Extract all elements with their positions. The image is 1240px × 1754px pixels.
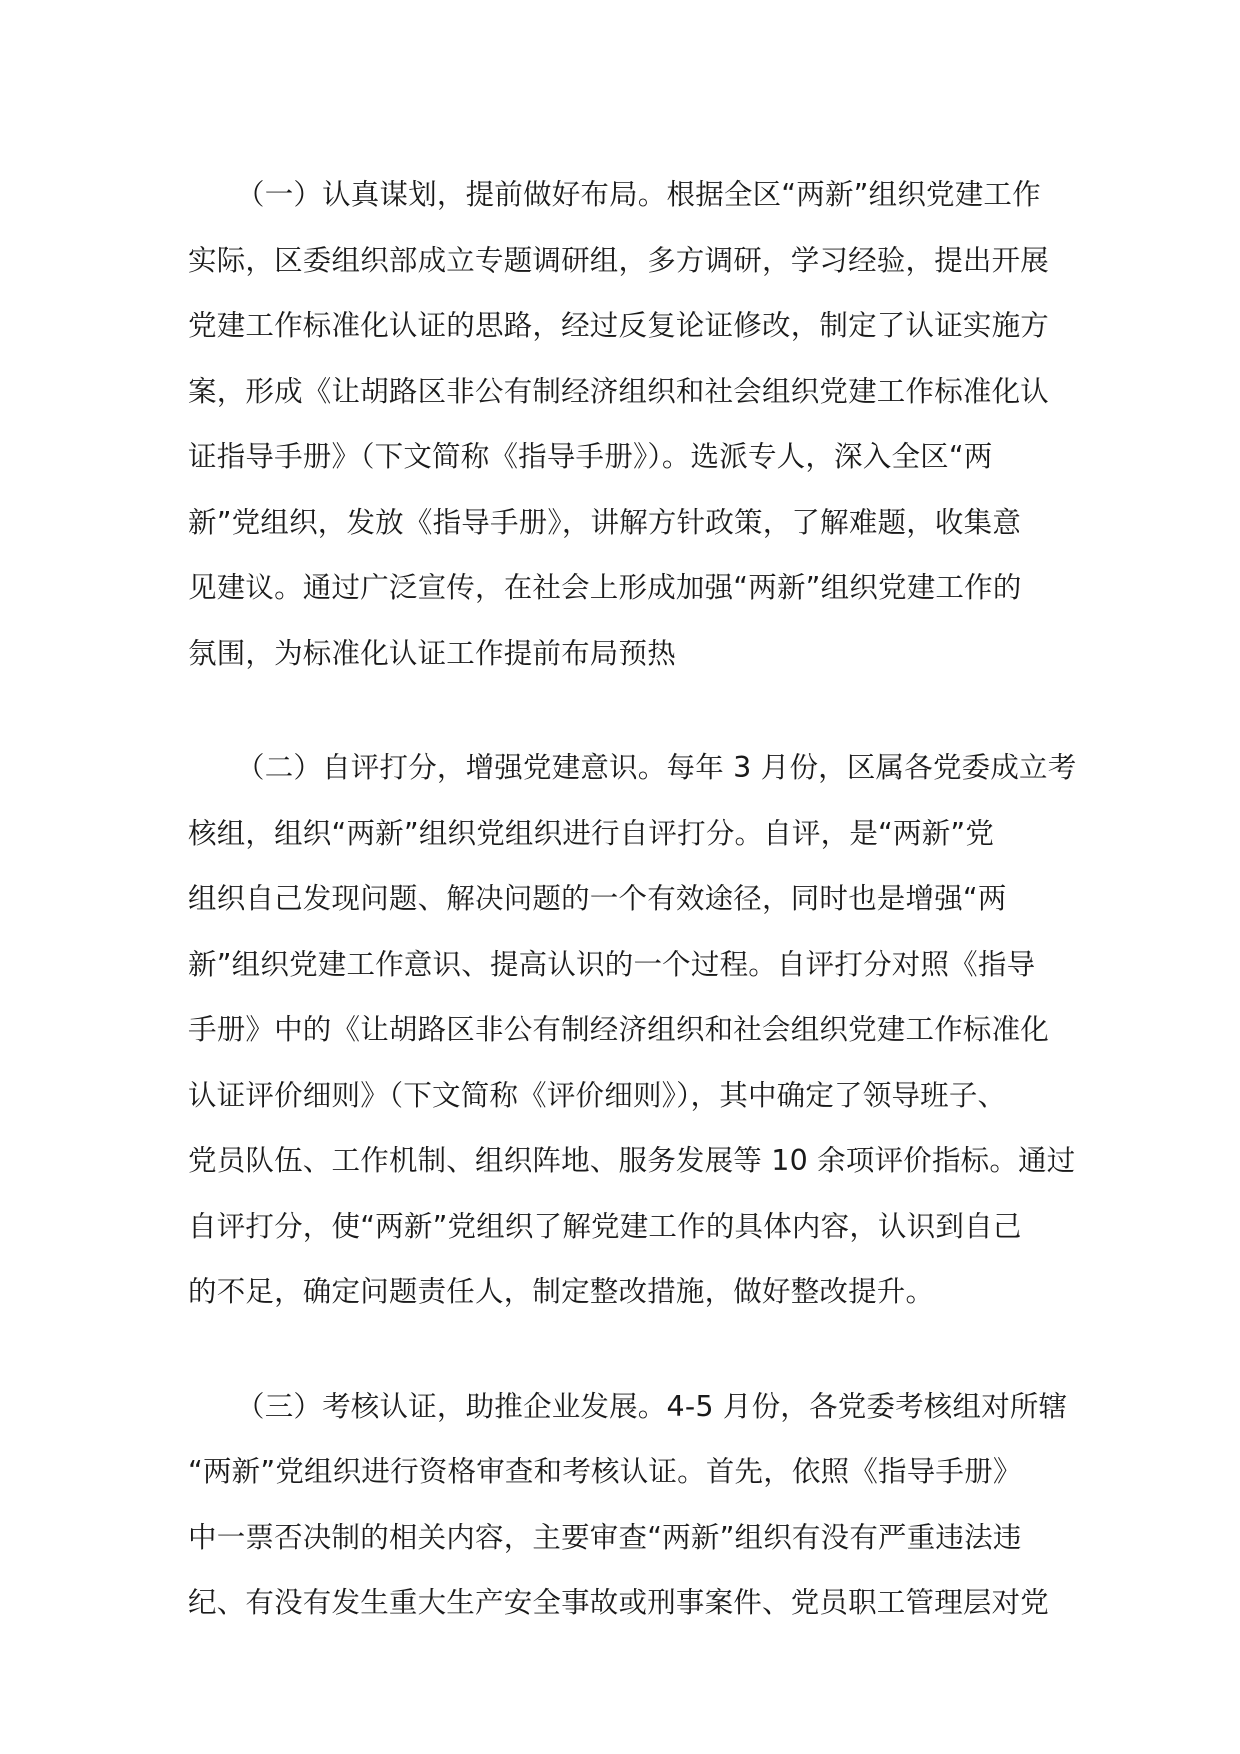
text-line: 纪、有没有发生重大生产安全事故或刑事案件、党员职工管理层对党 (188, 1586, 1050, 1619)
text-line: 手册》中的《让胡路区非公有制经济组织和社会组织党建工作标准化 (188, 1013, 1050, 1046)
text-line: 实际，区委组织部成立专题调研组，多方调研，学习经验，提出开展 (188, 243, 1050, 277)
document-body (188, 162, 1077, 1636)
text-line: 自评打分，使“两新”党组织了解党建工作的具体内容，认识到自己 (188, 1209, 1022, 1243)
paragraph-spacer (188, 1325, 1063, 1374)
paragraph-1 (188, 162, 1063, 686)
text-line: 党员队伍、工作机制、组织阵地、服务发展等 10 余项评价指标。通过 (188, 1144, 1076, 1177)
text-line: 的不足，确定问题责任人，制定整改措施，做好整改提升。 (188, 1275, 935, 1308)
text-line: 中一票否决制的相关内容，主要审查“两新”组织有没有严重违法违 (188, 1520, 1022, 1554)
text-line: 核组，组织“两新”组织党组织进行自评打分。自评，是“两新”党 (188, 816, 995, 850)
paragraph-3 (188, 1374, 1068, 1636)
text-line: 氛围，为标准化认证工作提前布局预热 (188, 636, 676, 670)
text-line: （二）自评打分，增强党建意识。每年 3 月份，区属各党委成立考 (236, 751, 1077, 784)
text-line: 党建工作标准化认证的思路，经过反复论证修改，制定了认证实施方 (188, 309, 1050, 342)
text-line: 新”组织党建工作意识、提高认识的一个过程。自评打分对照《指导 (188, 947, 1036, 981)
paragraph-2 (188, 735, 1077, 1325)
paragraph-spacer (188, 686, 1063, 735)
text-line: （一）认真谋划，提前做好布局。根据全区“两新”组织党建工作 (236, 178, 1041, 211)
text-line: 案，形成《让胡路区非公有制经济组织和社会组织党建工作标准化认 (188, 374, 1050, 408)
text-line: 新”党组织，发放《指导手册》，讲解方针政策，了解难题，收集意 (188, 505, 1022, 539)
text-line: 证指导手册》（下文简称《指导手册》）。选派专人，深入全区“两 (188, 440, 993, 473)
text-line: 见建议。通过广泛宣传，在社会上形成加强“两新”组织党建工作的 (188, 571, 1022, 604)
text-line: 组织自己发现问题、解决问题的一个有效途径，同时也是增强“两 (188, 882, 1007, 915)
text-line: 认证评价细则》（下文简称《评价细则》），其中确定了领导班子、 (188, 1078, 1007, 1112)
text-line: “两新”党组织进行资格审查和考核认证。首先，依照《指导手册》 (188, 1455, 1022, 1488)
text-line: （三）考核认证，助推企业发展。4-5 月份，各党委考核组对所辖 (236, 1389, 1068, 1423)
